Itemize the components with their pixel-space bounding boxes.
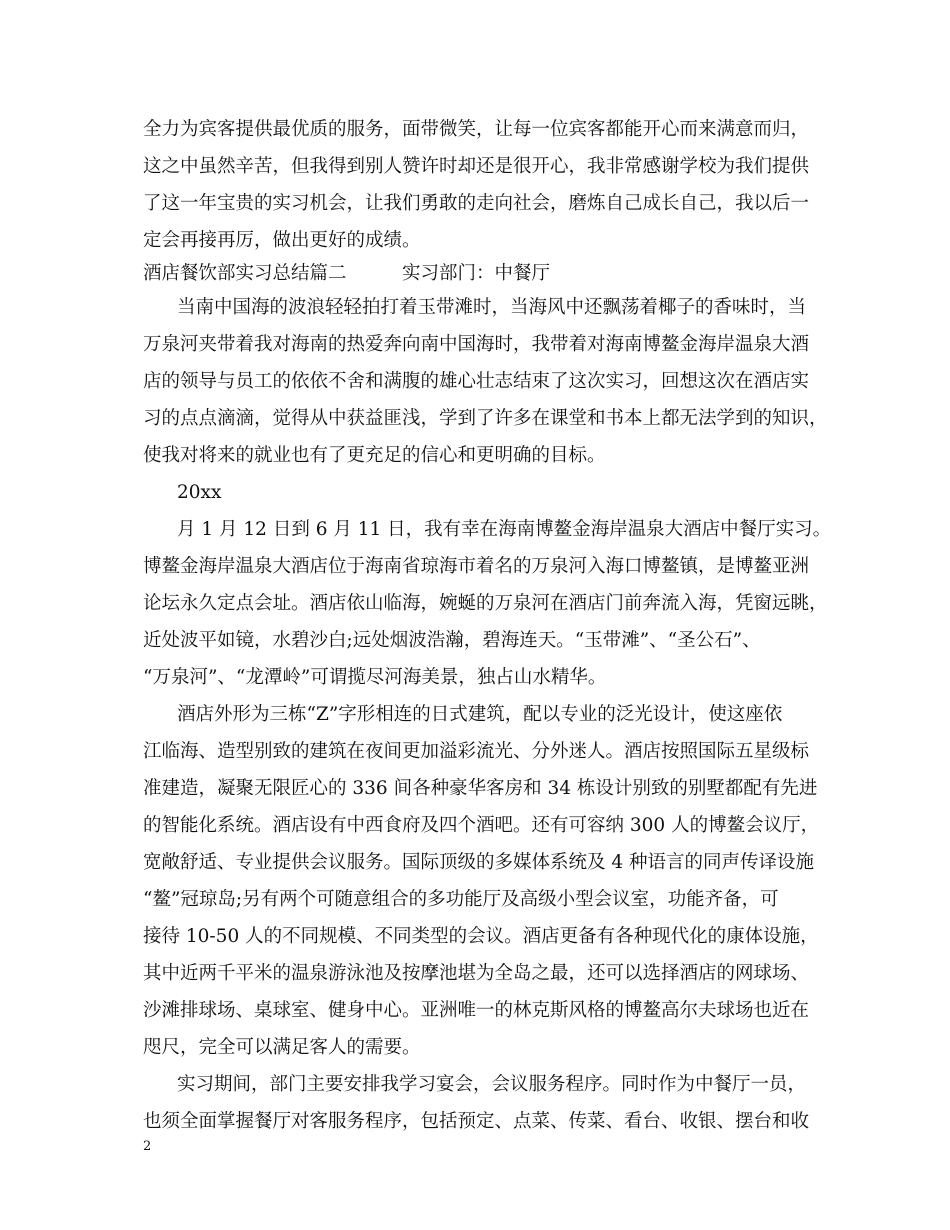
text-line: 定会再接再厉，做出更好的成绩。 [143,230,421,251]
text-line: 准建造，凝聚无限匠心的 336 间各种豪华客房和 34 栋设计别致的别墅都配有先进 [143,778,818,799]
text-line: 江临海、造型别致的建筑在夜间更加溢彩流光、分外迷人。酒店按照国际五星级标 [143,741,810,762]
text-line: “万泉河”、“龙潭岭”可谓揽尽河海美景，独占山水精华。 [143,667,607,688]
text-line: 沙滩排球场、桌球室、健身中心。亚洲唯一的林克斯风格的博鳌高尔夫球场也近在 [143,1000,810,1021]
text-line: 实习期间，部门主要安排我学习宴会，会议服务程序。同时作为中餐厅一员， [177,1074,807,1095]
text-line: 博鳌金海岸温泉大酒店位于海南省琼海市着名的万泉河入海口博鳌镇，是博鳌亚洲 [143,556,810,577]
text-line: 20xx [177,482,222,503]
text-line: 其中近两千平米的温泉游泳池及按摩池堪为全岛之最，还可以选择酒店的网球场、 [143,963,810,984]
text-line: 的智能化系统。酒店设有中西食府及四个酒吧。还有可容纳 300 人的博鳌会议厅， [143,815,820,836]
text-line: 月 1 月 12 日到 6 月 11 日，我有幸在海南博鳌金海岸温泉大酒店中餐厅实习。 [177,519,832,540]
text-line: 酒店外形为三栋“Z”字形相连的日式建筑，配以专业的泛光设计，使这座依 [177,704,783,725]
text-line: 也须全面掌握餐厅对客服务程序，包括预定、点菜、传菜、看台、收银、摆台和收 [143,1111,810,1132]
text-line: 近处波平如镜，水碧沙白;远处烟波浩瀚，碧海连天。“玉带滩”、“圣公石”、 [143,630,761,651]
text-line: 论坛永久定点会址。酒店依山临海，婉蜒的万泉河在酒店门前奔流入海，凭窗远眺， [143,593,828,614]
text-line: 店的领导与员工的依依不舍和满腹的雄心壮志结束了这次实习，回想这次在酒店实 [143,371,810,392]
section-heading: 酒店餐饮部实习总结篇二 实习部门：中餐厅 [143,263,551,284]
text-line: 使我对将来的就业也有了更充足的信心和更明确的目标。 [143,445,606,466]
text-line: 当南中国海的波浪轻轻拍打着玉带滩时，当海风中还飘荡着椰子的香味时，当 [177,297,807,318]
text-line: 全力为宾客提供最优质的服务，面带微笑，让每一位宾客都能开心而来满意而归， [143,119,810,140]
text-line: 了这一年宝贵的实习机会，让我们勇敢的走向社会，磨炼自己成长自己，我以后一 [143,193,810,214]
text-line: “鳌”冠琼岛;另有两个可随意组合的多功能厅及高级小型会议室，功能齐备，可 [143,889,779,910]
text-line: 习的点点滴滴，觉得从中获益匪浅，学到了许多在课堂和书本上都无法学到的知识， [143,408,828,429]
text-line: 万泉河夹带着我对海南的热爱奔向南中国海时，我带着对海南博鳌金海岸温泉大酒 [143,334,810,355]
text-line: 这之中虽然辛苦，但我得到别人赞许时却还是很开心，我非常感谢学校为我们提供 [143,156,810,177]
text-line: 宽敞舒适、专业提供会议服务。国际顶级的多媒体系统及 4 种语言的同声传译设施 [143,852,815,873]
text-line: 接待 10-50 人的不同规模、不同类型的会议。酒店更备有各种现代化的康体设施， [143,926,819,947]
page-number: 2 [143,1139,152,1154]
text-line: 咫尺，完全可以满足客人的需要。 [143,1037,421,1058]
